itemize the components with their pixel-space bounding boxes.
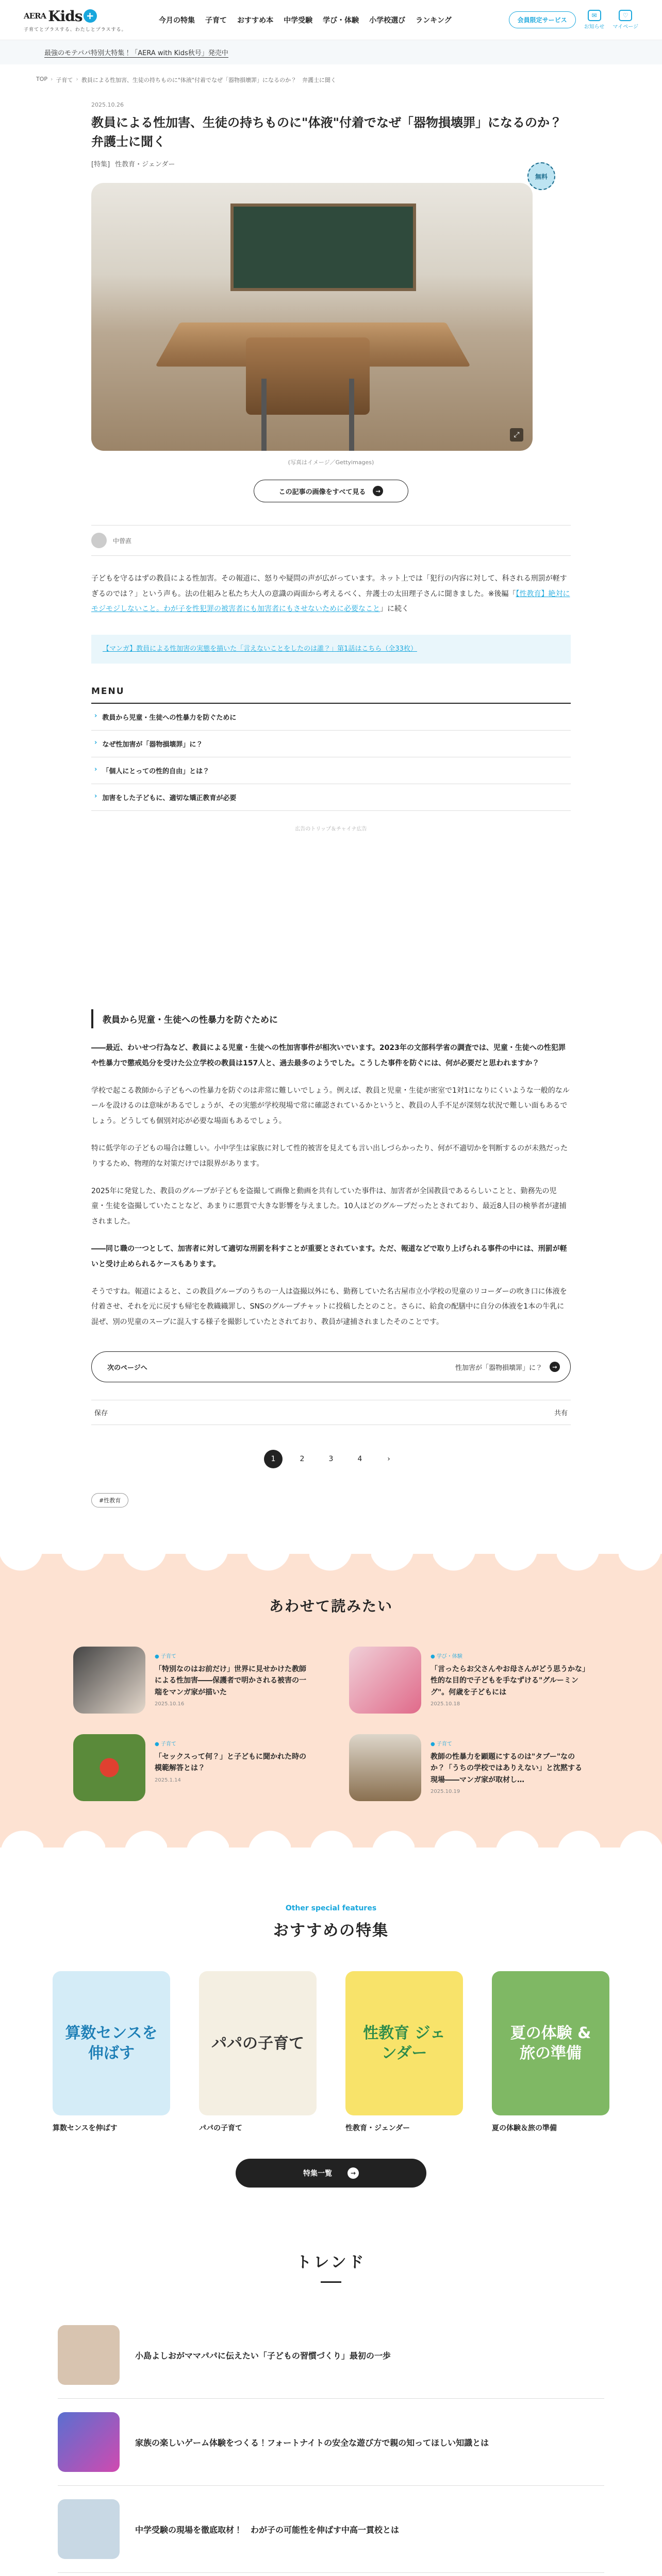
share-button[interactable]: 共有 (554, 1410, 568, 1418)
thumbnail (73, 1647, 145, 1714)
trend-section (0, 2188, 662, 2573)
nav-item-feature[interactable]: 今月の特集 (159, 16, 195, 25)
item-date: 2025.10.19 (431, 1789, 460, 1795)
zoom-icon[interactable]: ⤢ (510, 428, 523, 442)
mypage-label: マイページ (613, 24, 638, 30)
special-label: 夏の体験＆旅の準備 (492, 2124, 557, 2133)
page-2[interactable]: 2 (300, 1455, 305, 1464)
lead-link[interactable]: 【性教育】絶対にモジモジしないこと。わが子を性犯罪の被害者にも加害者にもさせないために必要なこと (91, 589, 570, 614)
article (91, 84, 575, 1507)
trend-item[interactable] (58, 2399, 604, 2486)
special-en-label: Other special features (285, 1904, 377, 1913)
notification-label: お知らせ (584, 24, 605, 30)
item-title: 「セックスって何？」と子どもに聞かれた時の模範解答とは？ (155, 1753, 306, 1773)
page-3[interactable]: 3 (328, 1455, 334, 1464)
read-together-title: あわせて読みたい (269, 1598, 393, 1615)
arrow-right-icon: → (347, 2167, 359, 2179)
read-together-item[interactable] (349, 1647, 589, 1714)
arrow-right-icon: → (550, 1362, 560, 1372)
menu-item[interactable] (91, 704, 571, 731)
question-text: ――同じ職の一つとして、加害者に対して適切な刑罰を科すことが重要とされています。ただ、報道などで取り上げられる事件の中には、刑罰が軽いと受け止められるケースもあります。 (91, 1245, 567, 1268)
menu-item-label: 加害をした子どもに、適切な矯正教育が必要 (102, 794, 237, 803)
save-button[interactable]: 保存 (94, 1410, 108, 1418)
site-header (0, 0, 662, 40)
hero-chair-leg (261, 379, 267, 451)
tag-link[interactable]: 性教育・ジェンダー (115, 161, 175, 169)
menu-item[interactable] (91, 757, 571, 784)
question-text: ――最近、わいせつ行為など、教員による児童・生徒への性加害事件が相次いでいます。2023年の文部科学省の調査では、児童・生徒への性犯罪や性暴力で懲戒処分を受けた公立学校の教員は157人と、過去最多のようでした。こうした事件を防ぐには、何が必要だと思われますか？ (91, 1044, 566, 1067)
nav-item-learning[interactable]: 学び・体験 (323, 16, 359, 25)
nav-item-books[interactable]: おすすめ本 (237, 16, 274, 25)
special-card[interactable] (199, 1971, 317, 2133)
thumbnail (349, 1647, 421, 1714)
nav-item-school[interactable]: 小学校選び (369, 16, 406, 25)
menu-title: MENU (91, 686, 571, 704)
next-page-label: 次のページへ (107, 1364, 147, 1372)
global-nav (159, 15, 452, 25)
trend-item-title: 中学受験の現場を徹底取材！ わが子の可能性を伸ばす中高一貫校とは (135, 2524, 400, 2535)
article-lead (91, 571, 571, 617)
body-paragraph: 学校で起こる教師から子どもへの性暴力を防ぐのは非常に難しいでしょう。例えば、教員と児童・生徒が密室で1対1になりにくいような一般的なルールを設けるのは意味があるでしょうが、その実態が学校現場で常に確認されているかというと、教員の人手不足が深刻な状況で難しい面もあるでしょう。どうしても個別対応が必要な場面もあるでしょう。 (91, 1087, 570, 1125)
article-date: 2025.10.26 (91, 101, 124, 108)
nav-item-parenting[interactable]: 子育て (205, 16, 227, 25)
member-service-button[interactable]: 会員限定サービス (509, 11, 576, 28)
special-image: 算数センスを伸ばす (53, 1971, 170, 2115)
divider (321, 2281, 341, 2283)
article-tags (91, 159, 571, 168)
read-together-item[interactable] (73, 1734, 313, 1801)
read-together-section (0, 1554, 662, 1848)
arrow-right-icon: → (373, 486, 383, 496)
menu-item[interactable] (91, 784, 571, 811)
special-list-label: 特集一覧 (303, 2170, 332, 2178)
mail-icon: ✉ (588, 10, 601, 21)
breadcrumb (0, 64, 662, 84)
item-title: 教師の性暴力を顕題にするのは"タブー"なのか？「うちの学校ではありえない」と沈黙する現場――マンガ家が取材し… (431, 1753, 582, 1784)
item-title: 「言ったらお父さんやお母さんがどう思うかな」性的な目的で子どもを手なずける"グルーミング"。何歳を子どもには (431, 1665, 586, 1697)
logo-tagline: 子育てとプラスする、わたしとプラスする。 (24, 27, 127, 32)
special-card[interactable] (492, 1971, 609, 2133)
notice-bar[interactable] (0, 40, 662, 64)
thumbnail (58, 2499, 120, 2559)
trend-item[interactable] (58, 2312, 604, 2399)
save-share-row (91, 1400, 571, 1425)
logo-kids-text: Kids (48, 7, 82, 25)
read-together-item[interactable] (349, 1734, 589, 1801)
next-page-title: 性加害が「器物損壊罪」に？ (455, 1364, 542, 1372)
image-caption: (写真はイメージ／Gettyimages) (288, 459, 374, 466)
mypage-button[interactable] (613, 10, 638, 30)
logo-aera-text: AERA (24, 11, 46, 21)
author-name[interactable]: 中曽直 (113, 537, 132, 545)
special-image: 性教育 ジェンダー (345, 1971, 463, 2115)
special-image: パパの子育て (199, 1971, 317, 2115)
item-date: 2025.10.18 (431, 1701, 460, 1707)
menu-item-label: なぜ性加害が「器物損壊罪」に？ (102, 741, 203, 749)
menu-item-label: 教員から児童・生徒への性暴力を防ぐために (102, 714, 237, 722)
trend-item[interactable] (58, 2486, 604, 2573)
ad-space (151, 832, 511, 987)
page-1[interactable]: 1 (264, 1450, 283, 1468)
page-4[interactable]: 4 (357, 1455, 362, 1464)
read-together-item[interactable] (73, 1647, 313, 1714)
menu-item[interactable] (91, 731, 571, 757)
special-label: 算数センスを伸ばす (53, 2124, 118, 2133)
item-date: 2025.1.14 (155, 1777, 181, 1783)
body-paragraph: 2025年に発覚した、教員のグループが子どもを盗撮して画像と動画を共有していた事件は、加害者が全国教員であるらしいことと、勤務先の児童・生徒を盗撮していたことなど、あまりに悪質で大きな影響を与えました。10人ほどのグループだったとされており、最近8人目の検挙者が逮捕されました。 (91, 1187, 567, 1226)
pagination (91, 1450, 571, 1468)
body-paragraph (91, 1041, 571, 1071)
next-page-button[interactable] (91, 1351, 571, 1382)
special-card[interactable] (53, 1971, 170, 2133)
ad-label: 広告のトリップ＆チャイナ広告 (295, 826, 367, 833)
chevron-right-icon: › (94, 766, 97, 774)
nav-item-exam[interactable]: 中学受験 (284, 16, 313, 25)
item-category: ● 学び・体験 (431, 1652, 589, 1659)
chevron-right-icon: › (94, 739, 97, 747)
body-paragraph: そうですね。報道によると、この教員グループのうちの一人は盗撮以外にも、勤務していた名古屋市立小学校の児童のリコーダーの吹き口に体液を付着させ、それを元に戻すも帰宅を教織織罪し、SNSのグループチャットに投稿したとのこと。さらに、給食の配膳中に自分の体液を1本の牛乳に混ぜ、別の児童のスープに混入する様子を撮影していたとされており、教員が逮捕されましたそのことです。 (91, 1287, 567, 1326)
tag-chip[interactable]: #性教育 (91, 1493, 128, 1507)
nav-item-ranking[interactable]: ランキング (416, 16, 452, 25)
hero-blackboard (230, 204, 416, 291)
special-image: 夏の体験 & 旅の準備 (492, 1971, 609, 2115)
thumbnail (349, 1734, 421, 1801)
special-section (0, 1848, 662, 2188)
notice-text[interactable]: 最強のモテパパ特別大特集！「AERA with Kids秋号」発売中 (44, 49, 228, 57)
hero-image[interactable] (91, 183, 533, 451)
thumbnail (73, 1734, 145, 1801)
free-badge: 無料 (527, 162, 555, 190)
chevron-right-icon: › (94, 792, 97, 801)
menu-item-label: 「個人にとっての性的自由」とは？ (102, 768, 210, 776)
special-label: 性教育・ジェンダー (345, 2124, 410, 2133)
special-title: おすすめの特集 (273, 1922, 389, 1940)
plus-icon (84, 9, 97, 23)
hero-chair-leg (349, 379, 354, 451)
heart-icon: ♡ (619, 10, 632, 21)
view-all-images-label: この記事の画像をすべて見る (278, 488, 366, 496)
article-title: 教員による性加害、生徒の持ちものに"体液"付着でなぜ「器物損壊罪」になるのか？ 弁護士に聞く (91, 115, 575, 149)
special-card[interactable] (345, 1971, 463, 2133)
thumbnail (58, 2412, 120, 2472)
trend-title: トレンド (296, 2253, 366, 2272)
trend-item-title: 小島よしおがママパパに伝えたい「子どもの習慣づくり」最初の一歩 (135, 2350, 391, 2361)
article-menu (91, 686, 571, 811)
special-list-button[interactable] (236, 2159, 426, 2188)
related-manga-link[interactable]: 【マンガ】教員による性加害の実態を描いた「言えないことをしたのは誰？」第1話はこちら（全33枚） (91, 635, 571, 664)
next-page-icon[interactable]: › (387, 1455, 390, 1464)
item-category: ● 子育て (155, 1739, 313, 1747)
notification-button[interactable] (584, 10, 605, 30)
breadcrumb-current: 教員による性加害、生徒の持ちものに"体液"付着でなぜ「器物損壊罪」になるのか？ 弁護士に聞く (81, 77, 336, 83)
breadcrumb-category[interactable]: 子育て (56, 77, 73, 83)
item-category: ● 子育て (431, 1739, 589, 1747)
item-date: 2025.10.16 (155, 1701, 185, 1707)
trend-item-title: 家族の楽しいゲーム体験をつくる！フォートナイトの安全な遊び方で親の知ってほしい知識とは (135, 2437, 489, 2448)
thumbnail (58, 2325, 120, 2385)
view-all-images-button[interactable] (254, 480, 408, 502)
site-logo[interactable] (24, 5, 145, 35)
tag-label: [特集] (91, 161, 110, 169)
avatar (91, 533, 107, 548)
body-paragraph: 特に低学年の子どもの場合は難しい。小中学生は家族に対して性的被害を見えても言い出しづらかったり、何が不適切かを判断するのが未熟だったりするため、物理的な対策だけでは限界があります。 (91, 1144, 568, 1168)
lead-end-text: 」に続く (380, 605, 409, 614)
chevron-right-icon: › (94, 712, 97, 720)
item-title: 「特別なのはお前だけ」世界に見せかけた教師による性加害――保護者で明かされる被害の一端をマンガ家が描いた (155, 1665, 306, 1697)
breadcrumb-separator-icon: › (51, 76, 53, 82)
author-row (91, 525, 571, 556)
body-paragraph (91, 1242, 571, 1272)
breadcrumb-separator-icon: › (76, 76, 78, 82)
special-label: パパの子育て (199, 2124, 242, 2133)
section-heading: 教員から児童・生徒への性暴力を防ぐために (91, 1009, 571, 1028)
breadcrumb-top[interactable]: TOP (36, 76, 48, 82)
lead-text: 子どもを守るはずの教員による性加害。その報道に、怒りや疑問の声が広がっています。ネット上では「犯行の内容に対して、科される刑罰が軽すぎるのでは？」という声も。法の仕組みと私たち大人の意識の両面から考えるべく、弁護士の太田理子さんに聞きました。※後編「 (91, 574, 567, 598)
item-category: ● 子育て (155, 1652, 313, 1659)
